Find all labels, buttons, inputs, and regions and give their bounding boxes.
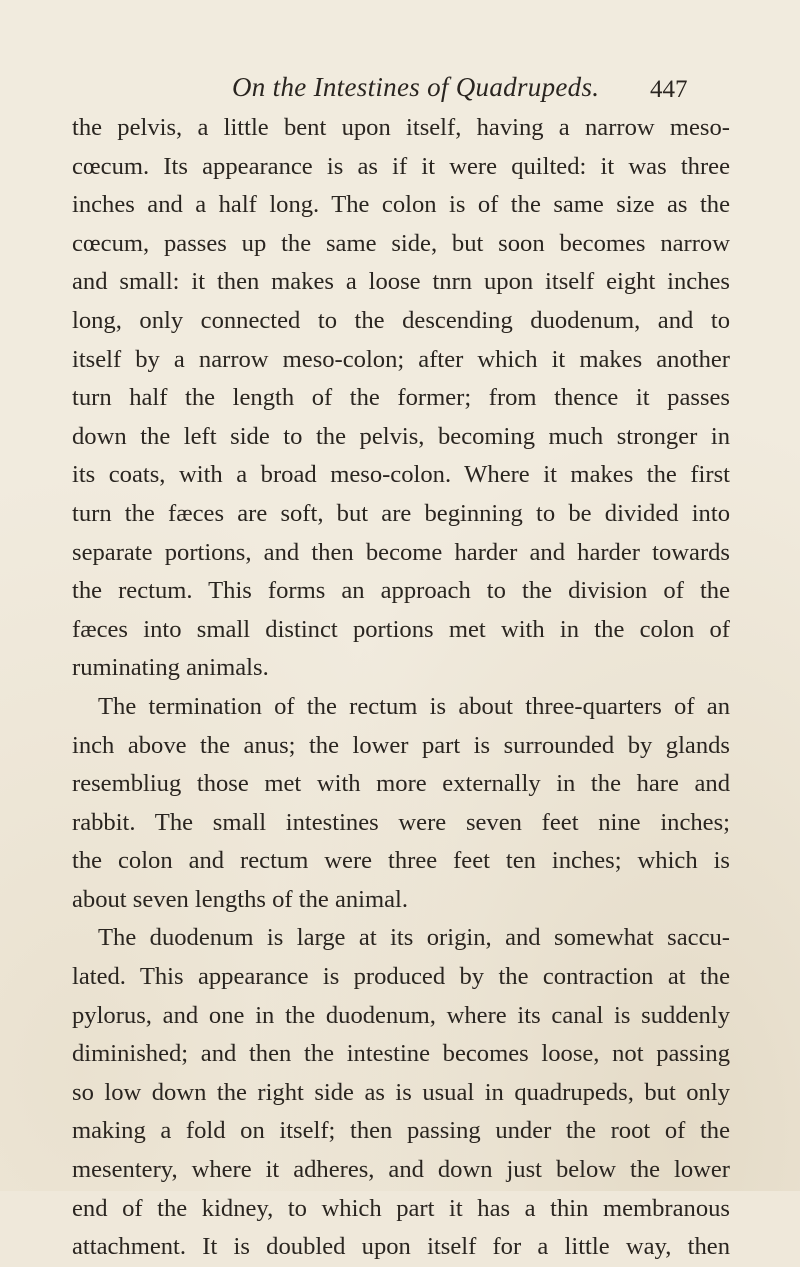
text-line: down the left side to the pelvis, becoming much stronger in xyxy=(72,422,730,450)
text-line: so low down the right side as is usual in quadrupeds, but only xyxy=(72,1078,730,1106)
text-line: lated. This appearance is produced by the contraction at the xyxy=(72,963,730,991)
text-line: turn the fæces are soft, but are beginning to be divided into xyxy=(72,499,730,527)
text-line: cœcum. Its appearance is as if it were quilted: it was three xyxy=(72,152,730,180)
text-line: attachment. It is doubled upon itself for a little way, then xyxy=(72,1233,730,1261)
text-line: the rectum. This forms an approach to the division of the xyxy=(72,577,730,605)
text-line: fæces into small distinct portions met with in the colon of xyxy=(72,615,730,643)
paragraph-2 xyxy=(72,688,730,920)
text-line: mesentery, where it adheres, and down just below the lower xyxy=(72,1156,730,1184)
text-line: end of the kidney, to which part it has a thin membranous xyxy=(72,1194,730,1222)
text-line: about seven lengths of the animal. xyxy=(72,885,409,913)
paragraph-3 xyxy=(72,919,730,1266)
text-line: rabbit. The small intestines were seven feet nine inches; xyxy=(72,808,730,836)
text-line: inches and a half long. The colon is of the same size as the xyxy=(72,191,730,219)
text-line: turn half the length of the former; from thence it passes xyxy=(72,384,730,412)
text-line: The termination of the rectum is about three-quarters of an xyxy=(98,692,730,720)
text-line: inch above the anus; the lower part is surrounded by glands xyxy=(72,731,730,759)
text-line: itself by a narrow meso-colon; after which it makes another xyxy=(72,345,730,373)
text-line: its coats, with a broad meso-colon. Where it makes the first xyxy=(72,461,730,489)
text-line: long, only connected to the descending duodenum, and to xyxy=(72,306,730,334)
text-line: making a fold on itself; then passing under the root of the xyxy=(72,1117,730,1145)
text-line: the colon and rectum were three feet ten inches; which is xyxy=(72,847,730,875)
text-line: and small: it then makes a loose tnrn upon itself eight inches xyxy=(72,268,730,296)
text-line: cœcum, passes up the same side, but soon becomes narrow xyxy=(72,229,730,257)
text-line: resembliug those met with more externally in the hare and xyxy=(72,770,730,798)
text-line: the pelvis, a little bent upon itself, having a narrow meso- xyxy=(72,114,730,141)
text-line: The duodenum is large at its origin, and somewhat saccu- xyxy=(98,924,730,952)
running-title: On the Intestines of Quadrupeds. xyxy=(232,72,600,102)
text-line: pylorus, and one in the duodenum, where its canal is suddenly xyxy=(72,1001,730,1029)
page-number: 447 xyxy=(650,76,688,103)
text-line: diminished; and then the intestine becomes loose, not passing xyxy=(72,1040,730,1068)
body-text xyxy=(72,109,730,1267)
text-line: ruminating animals. xyxy=(72,654,269,682)
paragraph-1 xyxy=(72,109,730,688)
text-line: separate portions, and then become harder and harder towards xyxy=(72,538,730,566)
